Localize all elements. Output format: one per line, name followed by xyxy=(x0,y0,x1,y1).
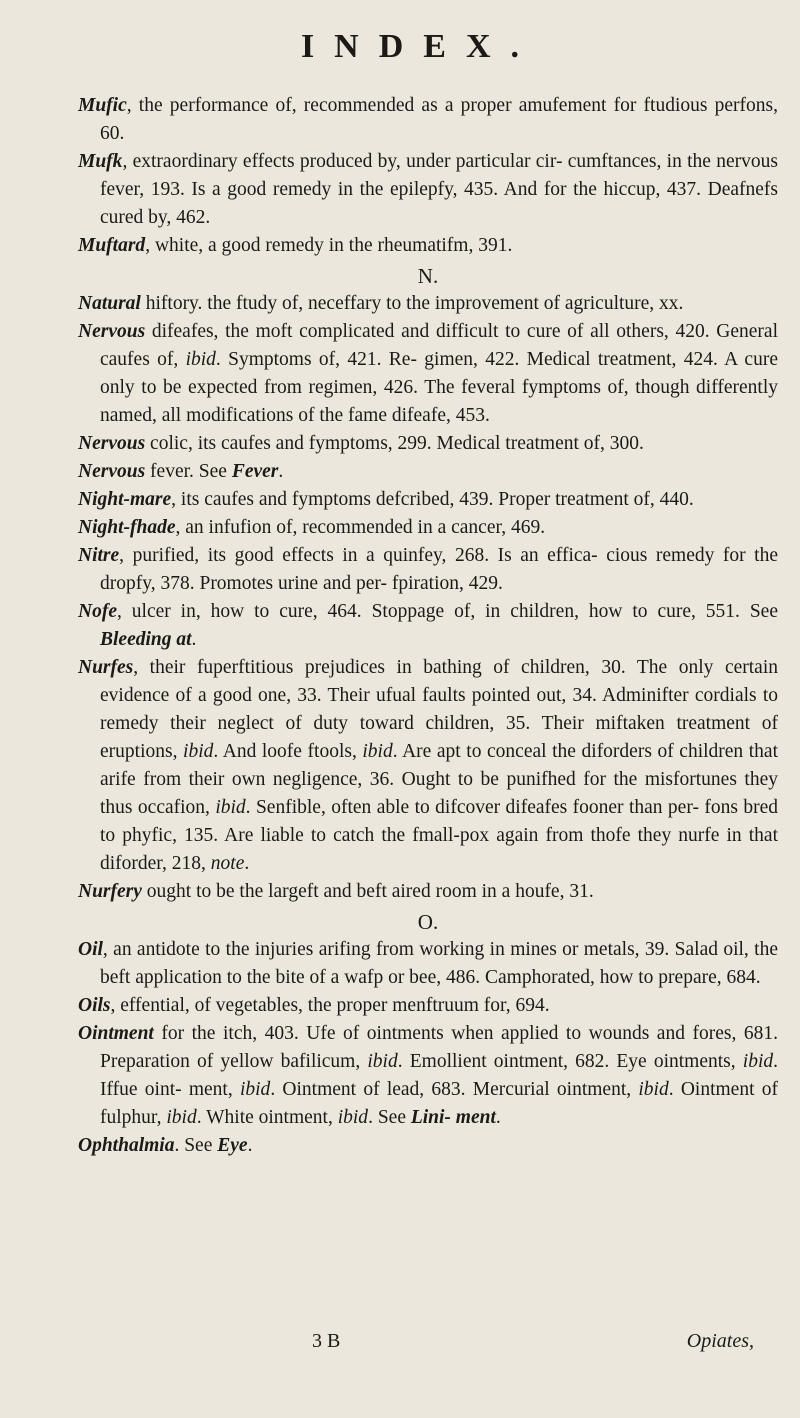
entry-text: . xyxy=(278,461,284,482)
signature-mark: 3 B xyxy=(312,1330,341,1352)
entry-text: Eye xyxy=(217,1135,248,1156)
entry-headword: Nofe xyxy=(78,601,117,622)
entry-text: , ulcer in, how to cure, 464. Stoppage of, in children, how to cure, 551. See xyxy=(116,601,778,622)
entry-text: . xyxy=(191,629,197,650)
index-body xyxy=(78,92,778,1160)
entry-text: ibid xyxy=(239,1079,271,1100)
entry-text: note xyxy=(210,853,245,874)
entry-headword: Muftard xyxy=(78,235,146,256)
entry-text: , extraordinary effects produced by, under particular cir- cumftances, in the nervous fever, 193. Is a good remedy in the epilepfy, 435. And for the hiccup, 437. Deafnefs cured by, 462. xyxy=(100,151,778,228)
entry-headword: Nurfery xyxy=(78,881,142,902)
entry-text: ibid xyxy=(742,1051,774,1072)
entry-text: . xyxy=(244,853,250,874)
section-letter: N. xyxy=(417,264,439,288)
entry-headword: Oil xyxy=(78,939,103,960)
entry-text: , its caufes and fymptoms defcribed, 439. Proper treatment of, 440. xyxy=(171,489,694,510)
entry-text: . Are apt to conceal the diforders of children that arife from their own negligence, 36. Ought to be punifhed for the misfortunes they thus occafion, xyxy=(100,741,778,818)
index-entry xyxy=(78,598,778,654)
index-entry xyxy=(78,878,778,906)
entry-text: , an infufion of, recommended in a cancer, 469. xyxy=(175,517,546,538)
entry-text: ought to be the largeft and beft aired room in a houfe, 31. xyxy=(141,881,594,902)
entry-text: . Ointment of fulphur, xyxy=(100,1079,778,1128)
entry-text: . Emollient ointment, 682. Eye ointments, xyxy=(397,1051,743,1072)
entry-text: . Symptoms of, 421. Re- gimen, 422. Medical treatment, 424. A cure only to be expected from regimen, 426. The feveral fymptoms of, though differently named, all modifications of the fame difeafe, 453. xyxy=(100,349,778,426)
entry-headword: Night-mare xyxy=(78,489,172,510)
entry-headword: Nurfes xyxy=(78,657,134,678)
entry-text: ibid xyxy=(362,741,393,762)
entry-text: , their fuperftitious prejudices in bathing of children, 30. The only certain evidence of a good one, 33. Their ufual faults pointed out, 34. Adminifter cordials to remedy their neglect of duty toward children, 35. Their miftaken treatment of eruptions, xyxy=(100,657,778,762)
entry-text: for the itch, 403. Ufe of ointments when applied to wounds and fores, 681. Preparation of yellow bafilicum, xyxy=(100,1023,778,1072)
entry-text: colic, its caufes and fymptoms, 299. Medical treatment of, 300. xyxy=(145,433,644,454)
entry-text: ibid xyxy=(183,741,214,762)
entry-text: Bleeding at xyxy=(100,629,192,650)
entry-text: hiftory. the ftudy of, neceffary to the improvement of agriculture, xx. xyxy=(140,293,684,314)
entry-headword: Nitre xyxy=(78,545,120,566)
entry-text: ibid xyxy=(367,1051,398,1072)
index-entry xyxy=(78,514,778,542)
entry-headword: Nervous xyxy=(78,461,146,482)
index-entry xyxy=(78,148,778,232)
entry-text: , the performance of, recommended as a proper amufement for ftudious perfons, 60. xyxy=(100,95,778,144)
index-entry xyxy=(78,458,778,486)
index-entry xyxy=(78,542,778,598)
entry-headword: Ointment xyxy=(78,1023,154,1044)
entry-text: . See xyxy=(174,1135,218,1156)
entry-text: . Ointment of lead, 683. Mercurial ointment, xyxy=(270,1079,639,1100)
entry-text: fever. See xyxy=(145,461,232,482)
entry-text: ibid xyxy=(215,797,246,818)
entry-text: , white, a good remedy in the rheumatifm, 391. xyxy=(145,235,513,256)
index-entry xyxy=(78,936,778,992)
entry-text: , purified, its good effects in a quinfey, 268. Is an effica- cious remedy for the dropfy, 378. Promotes urine and per- fpiration, 429. xyxy=(100,545,778,594)
index-entry xyxy=(78,992,778,1020)
entry-headword: Nervous xyxy=(78,433,146,454)
entry-headword: Mufic xyxy=(78,95,127,116)
entry-text: . Iffue oint- ment, xyxy=(100,1051,778,1100)
index-entry xyxy=(78,1020,778,1132)
entry-text: . And loofe ftools, xyxy=(213,741,363,762)
entry-headword: Ophthalmia xyxy=(78,1135,175,1156)
index-entry xyxy=(78,318,778,430)
index-entry xyxy=(78,290,778,318)
entry-headword: Nervous xyxy=(78,321,146,342)
entry-text: difeafes, the moft complicated and difficult to cure of all others, 420. General caufes of, xyxy=(100,321,778,370)
page-title: INDEX. xyxy=(300,28,540,65)
entry-text: . White ointment, xyxy=(196,1107,338,1128)
entry-text: . Senfible, often able to difcover difeafes fooner than per- fons bred to phyfic, 135. Are liable to catch the fmall-pox again from thofe they nurfe in that diforder, 218, xyxy=(100,797,778,874)
section-letter: O. xyxy=(417,910,439,934)
entry-headword: Night-fhade xyxy=(78,517,176,538)
entry-text: , effential, of vegetables, the proper menftruum for, 694. xyxy=(110,995,550,1016)
entry-text: Lini- ment xyxy=(410,1107,496,1128)
index-entry xyxy=(78,430,778,458)
index-entry xyxy=(78,486,778,514)
index-entry xyxy=(78,1132,778,1160)
entry-text: . xyxy=(247,1135,253,1156)
catchword: Opiates, xyxy=(686,1330,754,1352)
entry-text: ibid xyxy=(337,1107,369,1128)
entry-text: ibid xyxy=(166,1107,197,1128)
entry-text: ibid xyxy=(185,349,216,370)
index-entry xyxy=(78,654,778,878)
page-footer xyxy=(78,1330,778,1360)
entry-text: . See xyxy=(368,1107,411,1128)
entry-headword: Mufk xyxy=(78,151,123,172)
entry-text: Fever xyxy=(231,461,279,482)
entry-text: ibid xyxy=(638,1079,669,1100)
index-entry xyxy=(78,232,778,260)
entry-headword: Natural xyxy=(78,293,141,314)
index-entry xyxy=(78,92,778,148)
entry-text: , an antidote to the injuries arifing from working in mines or metals, 39. Salad oil, the beft application to the bite of a wafp or bee, 486. Camphorated, how to prepare, 684. xyxy=(100,939,778,988)
entry-text: . xyxy=(495,1107,501,1128)
entry-headword: Oils xyxy=(78,995,111,1016)
